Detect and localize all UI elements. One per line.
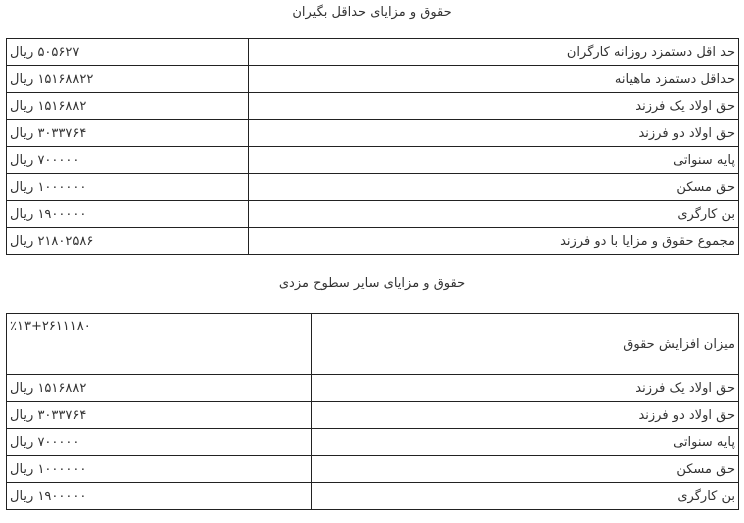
row-value: ۲۱۸۰۲۵۸۶ ریال xyxy=(7,228,249,255)
row-label: بن کارگری xyxy=(312,483,739,510)
table-row xyxy=(7,147,739,174)
row-label: مجموع حقوق و مزایا با دو فرزند xyxy=(249,228,739,255)
row-label: بن کارگری xyxy=(249,201,739,228)
table-row xyxy=(7,174,739,201)
row-label: حق مسکن xyxy=(249,174,739,201)
row-label: پایه سنواتی xyxy=(312,429,739,456)
table-row xyxy=(7,66,739,93)
table-row xyxy=(7,429,739,456)
table-row xyxy=(7,228,739,255)
row-label: حق مسکن xyxy=(312,456,739,483)
row-label: حد اقل دستمزد روزانه کارگران xyxy=(249,39,739,66)
table-row xyxy=(7,375,739,402)
row-label: پایه سنواتی xyxy=(249,147,739,174)
table-row xyxy=(7,93,739,120)
row-value: ۱۹۰۰۰۰۰ ریال xyxy=(7,483,312,510)
section1-title: حقوق و مزایای حداقل بگیران xyxy=(292,5,452,20)
row-value: ۷۰۰۰۰۰ ریال xyxy=(7,429,312,456)
row-label: حق اولاد یک فرزند xyxy=(312,375,739,402)
row-value: ۱۵۱۶۸۸۲ ریال xyxy=(7,93,249,120)
row-value: ۳۰۳۳۷۶۴ ریال xyxy=(7,120,249,147)
row-value: ۱۰۰۰۰۰۰ ریال xyxy=(7,174,249,201)
table-row xyxy=(7,402,739,429)
row-value: ۱۹۰۰۰۰۰ ریال xyxy=(7,201,249,228)
table-row xyxy=(7,201,739,228)
row-label: حق اولاد دو فرزند xyxy=(249,120,739,147)
minimum-wage-table xyxy=(6,38,739,255)
section2-title: حقوق و مزایای سایر سطوح مزدی xyxy=(278,276,466,291)
row-value: ۵۰۵۶۲۷ ریال xyxy=(7,39,249,66)
row-value: ۱۰۰۰۰۰۰ ریال xyxy=(7,456,312,483)
table-row xyxy=(7,456,739,483)
row-label: میزان افزایش حقوق xyxy=(312,314,739,375)
row-value: ۷۰۰۰۰۰ ریال xyxy=(7,147,249,174)
row-value: ۱۵۱۶۸۸۲ ریال xyxy=(7,375,312,402)
table-row xyxy=(7,39,739,66)
row-label: حداقل دستمزد ماهیانه xyxy=(249,66,739,93)
row-label: حق اولاد یک فرزند xyxy=(249,93,739,120)
other-wage-levels-table xyxy=(6,313,739,510)
row-value: ٪۱۳+۲۶۱۱۱۸۰ xyxy=(7,314,312,375)
row-value: ۳۰۳۳۷۶۴ ریال xyxy=(7,402,312,429)
row-value: ۱۵۱۶۸۸۲۲ ریال xyxy=(7,66,249,93)
table-row xyxy=(7,483,739,510)
table-row xyxy=(7,314,739,375)
table-row xyxy=(7,120,739,147)
row-label: حق اولاد دو فرزند xyxy=(312,402,739,429)
